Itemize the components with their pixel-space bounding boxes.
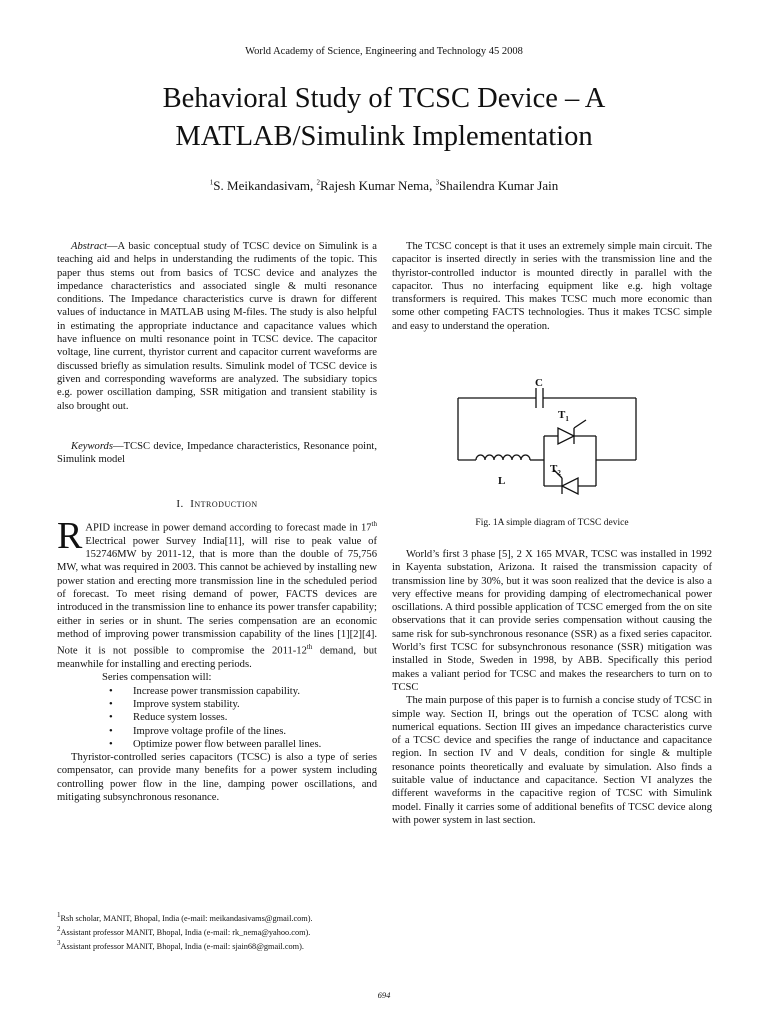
author-1: S. Meikandasivam, <box>213 178 317 193</box>
thyristor-t2 <box>562 478 578 494</box>
author-2: Rajesh Kumar Nema, <box>320 178 436 193</box>
abstract <box>57 240 377 413</box>
list-item: • Increase power transmission capability. <box>109 685 377 698</box>
footnotes <box>57 910 377 951</box>
paper-title <box>60 80 708 156</box>
intro-sup-1: th <box>371 520 377 528</box>
figure-caption: Fig. 1A simple diagram of TCSC device <box>475 518 629 528</box>
benefits-list <box>57 685 377 751</box>
list-item: • Reduce system losses. <box>109 711 377 724</box>
author-2-sup: 2 <box>316 178 321 187</box>
purpose-paragraph: The main purpose of this paper is to furnish a concise study of TCSC in simple way. Section II, brings out the operation of TCSC along with numerical equations. Section III gives an impedance characteristics curve of a TCSC device and specifies the range of inductance and capacitance region. In section IV and V deals, condition for single & multiple resonance points theoretically and evaluate by simulation. Also finds a suitable value of inductance and capacitance. Section VI analyzes the different waveforms in the capacitive region of TCSC with Simulink model. Finally it carries some of additional benefits of TCSC device along with power system in last section. <box>392 695 712 826</box>
keywords <box>57 440 377 467</box>
intro-text-a: APID increase in power demand according to forecast made in 17 <box>85 522 372 534</box>
author-3-sup: 3 <box>435 178 440 187</box>
intro-sup-2: th <box>306 643 313 652</box>
intro-text-c: demand, but meanwhile for installing and erecting periods. <box>57 645 377 671</box>
right-column-body <box>392 548 712 827</box>
section-heading-introduction <box>57 498 377 510</box>
journal-header: World Academy of Science, Engineering and Technology 45 2008 <box>245 46 523 57</box>
tcsc-concept-paragraph: The TCSC concept is that it uses an extremely simple main circuit. The capacitor is inserted directly in series with the transmission line and the thyristor-controlled inductor is mounted directly in parallel with the capacitor. Thus no interfacing equipment like e.g. high voltage transformers is required. This makes TCSC much more economic than some other competing FACTS technologies. Thus it makes TCSC simple and easy to understand the operation. <box>392 241 712 332</box>
label-c: C <box>535 377 543 389</box>
title-line-2: MATLAB/Simulink Implementation <box>175 121 593 152</box>
author-3: Shailendra Kumar Jain <box>439 178 559 193</box>
keywords-label: Keywords <box>71 441 113 452</box>
footnote: $^3$Assistant professor MANIT, Bhopal, India (e-mail: sjain68@gmail.com). <box>57 938 304 951</box>
history-paragraph: World’s first 3 phase [5], 2 X 165 MVAR, TCSC was installed in 1992 in Kayenta substation, Arizona. It raised the transmission capacity of transmission line by 30%, but it was soon realized that the device is also a very effective means for providing damping of electromechanical power oscillations. A third possible application of TCSC emerged from the on site observations that it can provide series compensation without causing the same risk for sub-synchronous resonance (SSR) as a fixed series capacitor. World’s first TCSC for subsynchronous resonance (SSR) mitigation was installed in Stode, Sweden in 1998, by ABB. Specifically this period makes a valiant period for TCSC and makes the researchers to turn on to TCSC <box>392 549 712 693</box>
keywords-text: —TCSC device, Impedance characteristics, Resonance point, Simulink model <box>57 441 377 466</box>
introduction-body <box>57 515 377 804</box>
page-number: 694 <box>377 990 391 1000</box>
footnote: $^1$Rsh scholar, MANIT, Bhopal, India (e-mail: meikandasivams@gmail.com). <box>57 911 313 923</box>
title-line-1: Behavioral Study of TCSC Device – A <box>162 83 606 114</box>
label-l: L <box>498 475 506 487</box>
label-t1: $T_1$ <box>558 409 569 423</box>
list-intro: Series compensation will: <box>102 672 212 684</box>
section-title: Introduction <box>190 498 258 510</box>
list-item: • Optimize power flow between parallel lines. <box>109 738 377 751</box>
thyristor-t1 <box>558 428 574 444</box>
list-item: • Improve system stability. <box>109 698 377 711</box>
list-item: • Improve voltage profile of the lines. <box>109 725 377 738</box>
author-1-sup: 1 <box>209 178 214 187</box>
intro-paragraph-2: Thyristor-controlled series capacitors (TCSC) is also a type of series compensator, can provide many benefits for a power system including controlling power flow in the line, damping power oscillations, and mitigating subsynchronous resonance. <box>57 752 377 803</box>
label-t2: $T_2$ <box>550 463 561 477</box>
tcsc-circuit-diagram <box>446 374 646 514</box>
section-number: I. <box>176 498 184 510</box>
abstract-label: Abstract <box>71 241 107 252</box>
drop-cap: R <box>57 515 83 557</box>
abstract-text: —A basic conceptual study of TCSC device on Simulink is a teaching aid and helps in understanding the rudiments of the topic. This paper thus stems out from basics of TCSC device and analyzes the impedance characteristics and associated single & multi resonance conditions. The Impedance characteristics curve is drawn for different values of inductance in MATLAB using M-files. The study is also helpful in estimating the appropriate inductance and capacitance values which have influence on multi resonance point in TCSC device. The capacitor voltage, line current, thyristor current and capacitor current waveforms are discussed briefly as simulation results. Simulink model of TCSC device is given and corresponding waveforms are analyzed. The subsidiary topics e.g. power oscillation damping, SSR mitigation and transient stability is also brought out. <box>57 241 377 412</box>
inductor-coil <box>476 455 530 460</box>
author-list <box>0 178 768 194</box>
intro-text-b: Electrical power Survey India[11], will rise to peak value of 152746MW by 2011-12, that is more than the double of 75,756 MW, what was required in 2003. This cannot be achieved by installing new power station and erecting more transmission line in the scheduled period of forecast. To meet rising demand of power, FACTS devices are introduced in the transmission line to enhance its power transfer capability; either in series or in shunt. The series compensation are an economic method of improving power transmission capability of the lines [1][2][4]. Note it is not possible to compromise the 2011-12 <box>57 535 377 657</box>
footnote: $^2$Assistant professor MANIT, Bhopal, India (e-mail: rk_nema@yahoo.com). <box>57 924 311 937</box>
